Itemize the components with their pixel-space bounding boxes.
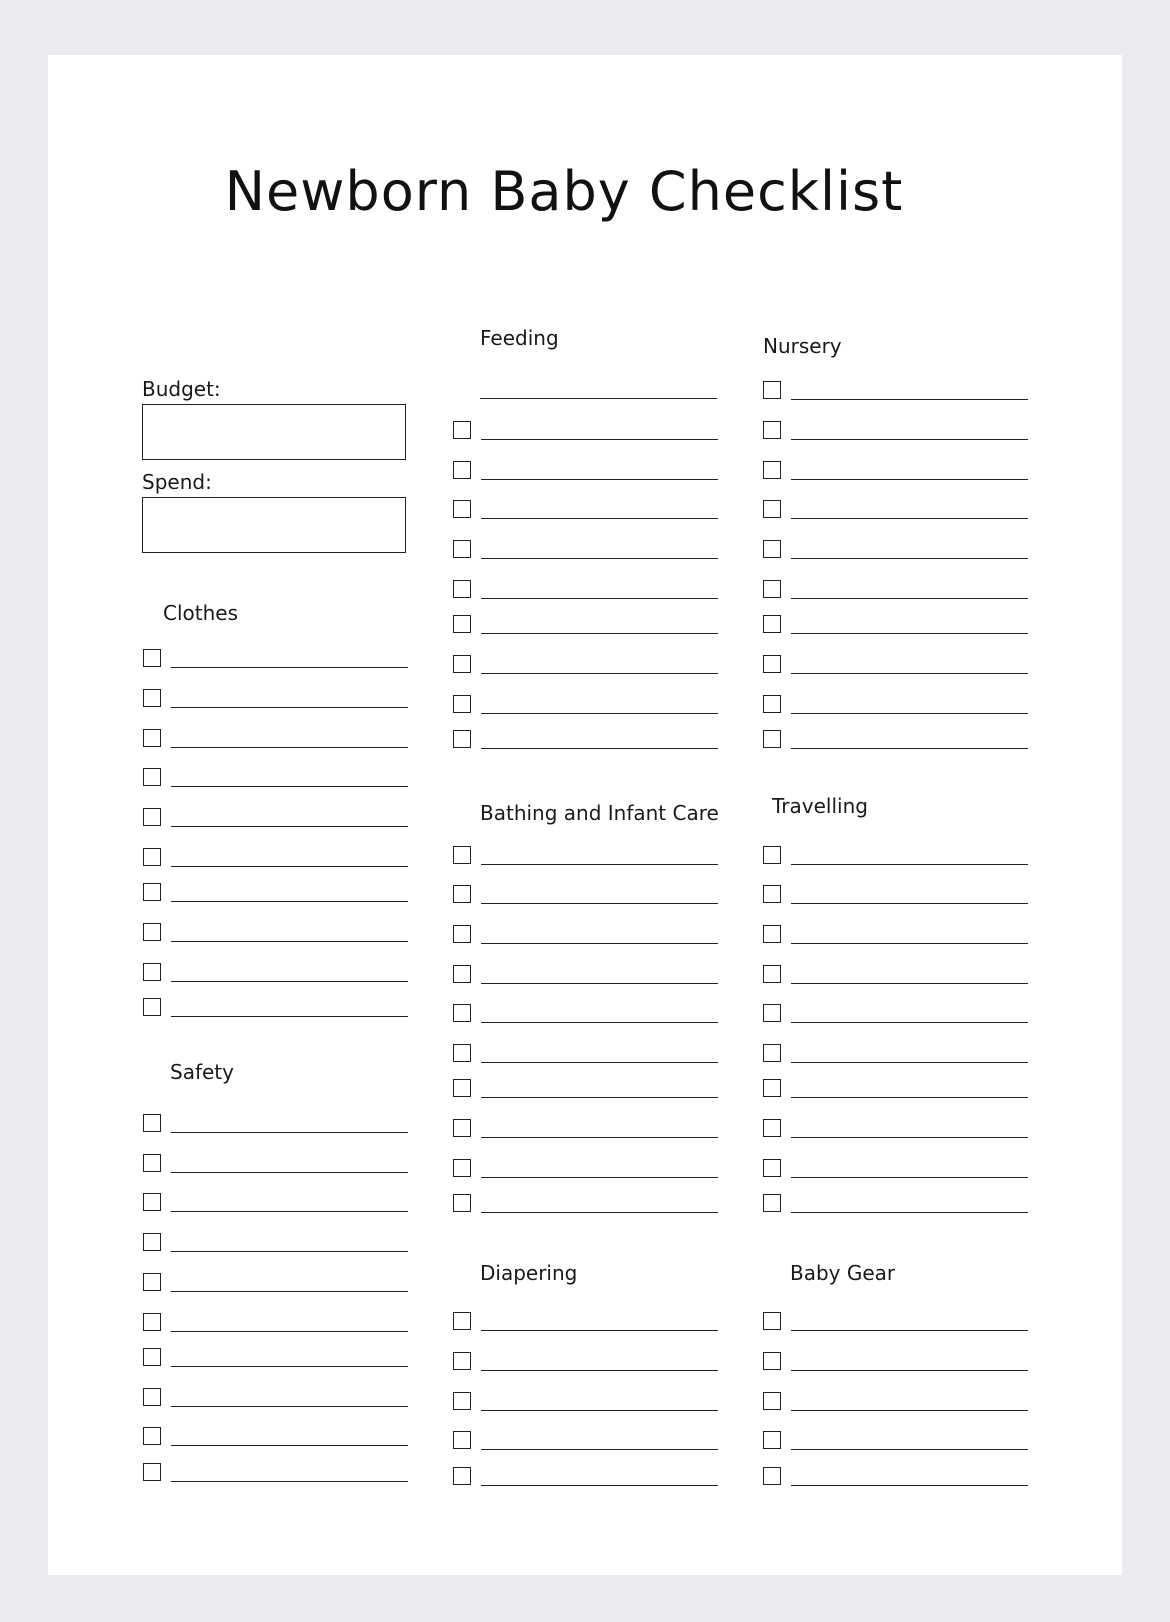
- item-write-line[interactable]: [171, 786, 408, 787]
- item-write-line[interactable]: [791, 903, 1028, 904]
- checkbox[interactable]: [763, 1431, 781, 1449]
- checkbox[interactable]: [453, 1044, 471, 1062]
- baby-gear-checklist-item: [763, 1467, 1053, 1487]
- nursery-checklist-item: [763, 461, 1053, 481]
- checkbox[interactable]: [143, 649, 161, 667]
- checkbox[interactable]: [453, 1194, 471, 1212]
- item-write-line[interactable]: [481, 1177, 718, 1178]
- baby-gear-checklist-item: [763, 1352, 1053, 1372]
- item-write-line[interactable]: [171, 1291, 408, 1292]
- item-write-line[interactable]: [791, 1137, 1028, 1138]
- item-write-line[interactable]: [791, 518, 1028, 519]
- feeding-checklist-item: [453, 421, 743, 441]
- checkbox[interactable]: [143, 998, 161, 1016]
- item-write-line[interactable]: [791, 748, 1028, 749]
- item-write-line[interactable]: [791, 1177, 1028, 1178]
- clothes-checklist-item: [143, 848, 433, 868]
- item-write-line[interactable]: [481, 943, 718, 944]
- checkbox[interactable]: [143, 923, 161, 941]
- item-write-line[interactable]: [171, 1172, 408, 1173]
- item-write-line[interactable]: [171, 1445, 408, 1446]
- checkbox[interactable]: [453, 1392, 471, 1410]
- section-title-nursery: Nursery: [763, 334, 842, 358]
- checkbox[interactable]: [763, 1044, 781, 1062]
- feeding-checklist-item: [453, 540, 743, 560]
- item-write-line[interactable]: [171, 707, 408, 708]
- checkbox[interactable]: [143, 1348, 161, 1366]
- item-write-line[interactable]: [481, 673, 718, 674]
- item-write-line[interactable]: [481, 479, 718, 480]
- checkbox[interactable]: [453, 615, 471, 633]
- page-title: Newborn Baby Checklist: [224, 160, 904, 223]
- item-write-line[interactable]: [791, 1022, 1028, 1023]
- item-write-line[interactable]: [171, 941, 408, 942]
- checkbox[interactable]: [143, 1427, 161, 1445]
- checkbox[interactable]: [453, 500, 471, 518]
- section-title-safety: Safety: [170, 1060, 234, 1084]
- travelling-checklist-item: [763, 846, 1053, 866]
- safety-checklist-item: [143, 1348, 433, 1368]
- checkbox[interactable]: [143, 1463, 161, 1481]
- checkbox[interactable]: [143, 689, 161, 707]
- item-write-line[interactable]: [481, 713, 718, 714]
- item-write-line[interactable]: [791, 598, 1028, 599]
- travelling-checklist-item: [763, 1194, 1053, 1214]
- safety-checklist-item: [143, 1463, 433, 1483]
- bathing-checklist-item: [453, 1119, 743, 1139]
- item-write-line[interactable]: [171, 1016, 408, 1017]
- checkbox[interactable]: [143, 883, 161, 901]
- item-write-line[interactable]: [171, 1366, 408, 1367]
- nursery-checklist-item: [763, 730, 1053, 750]
- checkbox[interactable]: [453, 1431, 471, 1449]
- feeding-checklist-item: [453, 730, 743, 750]
- checkbox[interactable]: [763, 461, 781, 479]
- nursery-checklist-item: [763, 655, 1053, 675]
- feeding-checklist-item: [453, 580, 743, 600]
- checkbox[interactable]: [763, 1312, 781, 1330]
- item-write-line[interactable]: [481, 864, 718, 865]
- checkbox[interactable]: [763, 1467, 781, 1485]
- travelling-checklist-item: [763, 1044, 1053, 1064]
- checkbox[interactable]: [763, 925, 781, 943]
- item-write-line[interactable]: [481, 1330, 718, 1331]
- checkbox[interactable]: [453, 1352, 471, 1370]
- item-write-line[interactable]: [791, 864, 1028, 865]
- item-write-line[interactable]: [171, 667, 408, 668]
- checkbox[interactable]: [453, 885, 471, 903]
- item-write-line[interactable]: [791, 1330, 1028, 1331]
- item-write-line[interactable]: [791, 1449, 1028, 1450]
- safety-checklist-item: [143, 1114, 433, 1134]
- clothes-checklist-item: [143, 808, 433, 828]
- checkbox[interactable]: [453, 1119, 471, 1137]
- travelling-checklist-item: [763, 1079, 1053, 1099]
- item-write-line[interactable]: [791, 943, 1028, 944]
- baby-gear-checklist-item: [763, 1431, 1053, 1451]
- checkbox[interactable]: [763, 615, 781, 633]
- section-title-baby-gear: Baby Gear: [790, 1261, 896, 1285]
- diapering-checklist-item: [453, 1467, 743, 1487]
- baby-gear-checklist-item: [763, 1392, 1053, 1412]
- checkbox[interactable]: [763, 1079, 781, 1097]
- item-write-line[interactable]: [171, 747, 408, 748]
- safety-checklist-item: [143, 1273, 433, 1293]
- feeding-checklist-item: [453, 655, 743, 675]
- bathing-checklist-item: [453, 1044, 743, 1064]
- item-write-line[interactable]: [481, 1485, 718, 1486]
- safety-checklist-item: [143, 1193, 433, 1213]
- checkbox[interactable]: [453, 1079, 471, 1097]
- clothes-checklist-item: [143, 923, 433, 943]
- item-write-line[interactable]: [481, 1062, 718, 1063]
- section-title-bathing: Bathing and Infant Care: [480, 801, 719, 825]
- item-write-line[interactable]: [481, 903, 718, 904]
- section-title-diapering: Diapering: [480, 1261, 578, 1285]
- checkbox[interactable]: [143, 1388, 161, 1406]
- checkbox[interactable]: [763, 500, 781, 518]
- item-write-line[interactable]: [791, 1410, 1028, 1411]
- item-write-line[interactable]: [171, 1132, 408, 1133]
- bathing-checklist-item: [453, 925, 743, 945]
- checkbox[interactable]: [763, 1004, 781, 1022]
- feeding-blank-line[interactable]: [480, 398, 717, 399]
- nursery-checklist-item: [763, 500, 1053, 520]
- item-write-line[interactable]: [481, 1449, 718, 1450]
- item-write-line[interactable]: [481, 1137, 718, 1138]
- travelling-checklist-item: [763, 965, 1053, 985]
- checkbox[interactable]: [453, 421, 471, 439]
- item-write-line[interactable]: [481, 1022, 718, 1023]
- safety-checklist-item: [143, 1313, 433, 1333]
- bathing-checklist-item: [453, 1159, 743, 1179]
- nursery-checklist-item: [763, 580, 1053, 600]
- checkbox[interactable]: [763, 580, 781, 598]
- clothes-checklist-item: [143, 689, 433, 709]
- item-write-line[interactable]: [171, 1481, 408, 1482]
- nursery-checklist-item: [763, 695, 1053, 715]
- checkbox[interactable]: [453, 730, 471, 748]
- baby-gear-checklist-item: [763, 1312, 1053, 1332]
- checkbox[interactable]: [763, 730, 781, 748]
- item-write-line[interactable]: [171, 901, 408, 902]
- item-write-line[interactable]: [171, 1331, 408, 1332]
- bathing-checklist-item: [453, 1079, 743, 1099]
- item-write-line[interactable]: [481, 633, 718, 634]
- checkbox[interactable]: [453, 461, 471, 479]
- checkbox[interactable]: [143, 1273, 161, 1291]
- checkbox[interactable]: [453, 1312, 471, 1330]
- nursery-checklist-item: [763, 381, 1053, 401]
- item-write-line[interactable]: [791, 1485, 1028, 1486]
- item-write-line[interactable]: [791, 1370, 1028, 1371]
- item-write-line[interactable]: [171, 1251, 408, 1252]
- spend-field[interactable]: [142, 497, 406, 553]
- item-write-line[interactable]: [481, 558, 718, 559]
- checkbox[interactable]: [763, 1159, 781, 1177]
- safety-checklist-item: [143, 1154, 433, 1174]
- clothes-checklist-item: [143, 729, 433, 749]
- item-write-line[interactable]: [171, 826, 408, 827]
- item-write-line[interactable]: [481, 598, 718, 599]
- section-title-clothes: Clothes: [163, 601, 238, 625]
- item-write-line[interactable]: [481, 518, 718, 519]
- checkbox[interactable]: [763, 655, 781, 673]
- checkbox[interactable]: [143, 1313, 161, 1331]
- checkbox[interactable]: [453, 1159, 471, 1177]
- feeding-checklist-item: [453, 695, 743, 715]
- checkbox[interactable]: [763, 965, 781, 983]
- bathing-checklist-item: [453, 965, 743, 985]
- checkbox[interactable]: [453, 1467, 471, 1485]
- nursery-checklist-item: [763, 615, 1053, 635]
- nursery-checklist-item: [763, 421, 1053, 441]
- clothes-checklist-item: [143, 768, 433, 788]
- feeding-checklist-item: [453, 461, 743, 481]
- checkbox[interactable]: [143, 1114, 161, 1132]
- item-write-line[interactable]: [171, 866, 408, 867]
- safety-checklist-item: [143, 1233, 433, 1253]
- item-write-line[interactable]: [481, 748, 718, 749]
- travelling-checklist-item: [763, 1004, 1053, 1024]
- item-write-line[interactable]: [481, 983, 718, 984]
- checkbox[interactable]: [763, 885, 781, 903]
- item-write-line[interactable]: [171, 981, 408, 982]
- bathing-checklist-item: [453, 846, 743, 866]
- checkbox[interactable]: [763, 1352, 781, 1370]
- item-write-line[interactable]: [791, 983, 1028, 984]
- checkbox[interactable]: [453, 695, 471, 713]
- checkbox[interactable]: [143, 729, 161, 747]
- bathing-checklist-item: [453, 1004, 743, 1024]
- checkbox[interactable]: [143, 768, 161, 786]
- checkbox[interactable]: [453, 540, 471, 558]
- checkbox[interactable]: [143, 1154, 161, 1172]
- item-write-line[interactable]: [791, 439, 1028, 440]
- item-write-line[interactable]: [481, 1097, 718, 1098]
- section-title-feeding: Feeding: [480, 326, 559, 350]
- checkbox[interactable]: [143, 1233, 161, 1251]
- checkbox[interactable]: [453, 965, 471, 983]
- checkbox[interactable]: [453, 1004, 471, 1022]
- item-write-line[interactable]: [481, 1212, 718, 1213]
- checkbox[interactable]: [763, 1194, 781, 1212]
- spend-label: Spend:: [142, 470, 212, 494]
- item-write-line[interactable]: [481, 1410, 718, 1411]
- bathing-checklist-item: [453, 1194, 743, 1214]
- checkbox[interactable]: [763, 540, 781, 558]
- safety-checklist-item: [143, 1427, 433, 1447]
- budget-field[interactable]: [142, 404, 406, 460]
- feeding-checklist-item: [453, 500, 743, 520]
- item-write-line[interactable]: [481, 1370, 718, 1371]
- nursery-checklist-item: [763, 540, 1053, 560]
- clothes-checklist-item: [143, 649, 433, 669]
- checkbox[interactable]: [453, 655, 471, 673]
- checkbox[interactable]: [453, 925, 471, 943]
- travelling-checklist-item: [763, 925, 1053, 945]
- checkbox[interactable]: [763, 846, 781, 864]
- diapering-checklist-item: [453, 1312, 743, 1332]
- checkbox[interactable]: [143, 848, 161, 866]
- clothes-checklist-item: [143, 963, 433, 983]
- item-write-line[interactable]: [791, 713, 1028, 714]
- bathing-checklist-item: [453, 885, 743, 905]
- item-write-line[interactable]: [791, 1062, 1028, 1063]
- clothes-checklist-item: [143, 883, 433, 903]
- item-write-line[interactable]: [791, 1212, 1028, 1213]
- checkbox[interactable]: [763, 1119, 781, 1137]
- item-write-line[interactable]: [791, 673, 1028, 674]
- item-write-line[interactable]: [481, 439, 718, 440]
- feeding-checklist-item: [453, 615, 743, 635]
- item-write-line[interactable]: [791, 399, 1028, 400]
- item-write-line[interactable]: [171, 1406, 408, 1407]
- travelling-checklist-item: [763, 1119, 1053, 1139]
- checkbox[interactable]: [143, 963, 161, 981]
- checkbox[interactable]: [763, 421, 781, 439]
- checkbox[interactable]: [143, 1193, 161, 1211]
- item-write-line[interactable]: [171, 1211, 408, 1212]
- checkbox[interactable]: [453, 580, 471, 598]
- checkbox[interactable]: [143, 808, 161, 826]
- checkbox[interactable]: [763, 381, 781, 399]
- diapering-checklist-item: [453, 1352, 743, 1372]
- checkbox[interactable]: [763, 695, 781, 713]
- checkbox[interactable]: [763, 1392, 781, 1410]
- travelling-checklist-item: [763, 885, 1053, 905]
- item-write-line[interactable]: [791, 558, 1028, 559]
- budget-label: Budget:: [142, 377, 221, 401]
- item-write-line[interactable]: [791, 633, 1028, 634]
- travelling-checklist-item: [763, 1159, 1053, 1179]
- item-write-line[interactable]: [791, 479, 1028, 480]
- section-title-travelling: Travelling: [772, 794, 868, 818]
- diapering-checklist-item: [453, 1431, 743, 1451]
- diapering-checklist-item: [453, 1392, 743, 1412]
- item-write-line[interactable]: [791, 1097, 1028, 1098]
- safety-checklist-item: [143, 1388, 433, 1408]
- checkbox[interactable]: [453, 846, 471, 864]
- clothes-checklist-item: [143, 998, 433, 1018]
